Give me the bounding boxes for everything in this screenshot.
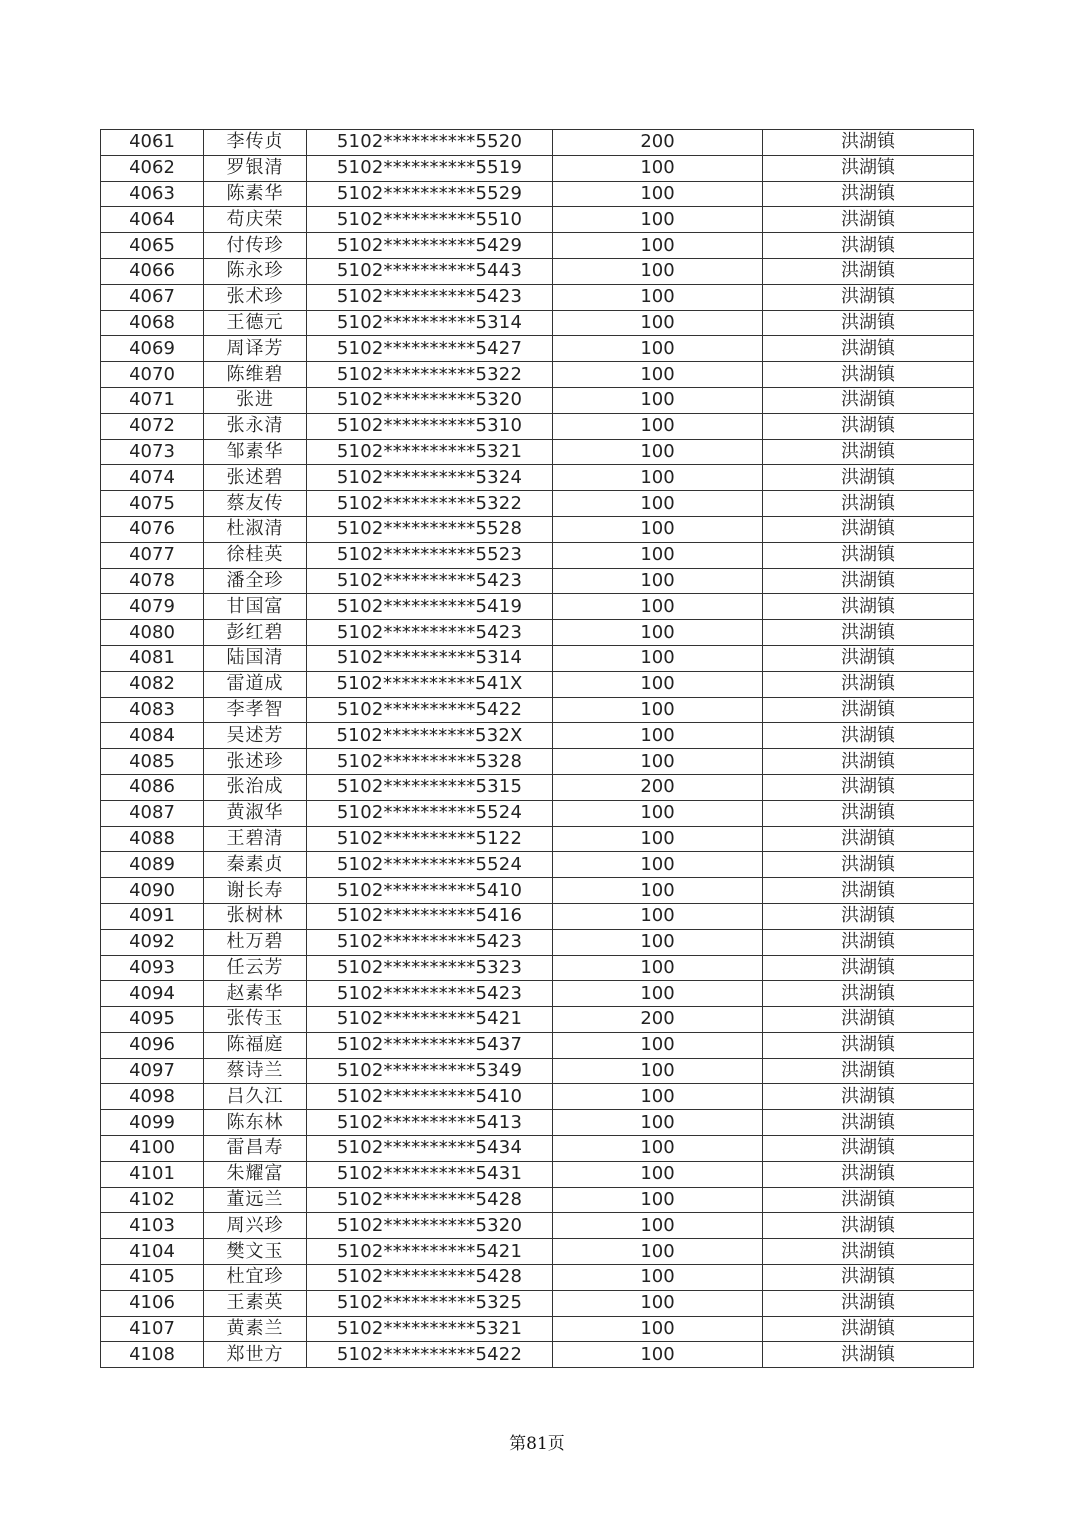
name-cell: 杜淑清	[204, 516, 307, 542]
name-cell: 杜宜珍	[204, 1265, 307, 1291]
amount-cell: 100	[553, 1110, 763, 1136]
amount-cell: 200	[553, 1007, 763, 1033]
town-cell: 洪湖镇	[763, 749, 974, 775]
id-number-cell: 5102**********5428	[307, 1187, 553, 1213]
row-number-cell: 4061	[101, 130, 204, 156]
row-number-cell: 4081	[101, 645, 204, 671]
amount-cell: 100	[553, 1187, 763, 1213]
table-row	[101, 981, 974, 1007]
amount-cell: 100	[553, 800, 763, 826]
amount-cell: 100	[553, 568, 763, 594]
id-number-cell: 5102**********5315	[307, 774, 553, 800]
amount-cell: 100	[553, 697, 763, 723]
name-cell: 陈福庭	[204, 1032, 307, 1058]
amount-cell: 100	[553, 439, 763, 465]
name-cell: 邹素华	[204, 439, 307, 465]
row-number-cell: 4098	[101, 1084, 204, 1110]
row-number-cell: 4075	[101, 491, 204, 517]
row-number-cell: 4091	[101, 903, 204, 929]
town-cell: 洪湖镇	[763, 1161, 974, 1187]
town-cell: 洪湖镇	[763, 1187, 974, 1213]
town-cell: 洪湖镇	[763, 1084, 974, 1110]
town-cell: 洪湖镇	[763, 491, 974, 517]
amount-cell: 100	[553, 310, 763, 336]
row-number-cell: 4077	[101, 542, 204, 568]
amount-cell: 100	[553, 1316, 763, 1342]
name-cell: 朱耀富	[204, 1161, 307, 1187]
row-number-cell: 4084	[101, 723, 204, 749]
row-number-cell: 4097	[101, 1058, 204, 1084]
table-row	[101, 697, 974, 723]
town-cell: 洪湖镇	[763, 826, 974, 852]
table-row	[101, 542, 974, 568]
town-cell: 洪湖镇	[763, 955, 974, 981]
id-number-cell: 5102**********5523	[307, 542, 553, 568]
name-cell: 徐桂英	[204, 542, 307, 568]
row-number-cell: 4063	[101, 181, 204, 207]
table-row	[101, 1007, 974, 1033]
name-cell: 任云芳	[204, 955, 307, 981]
name-cell: 王素英	[204, 1290, 307, 1316]
table-row	[101, 1213, 974, 1239]
amount-cell: 100	[553, 207, 763, 233]
row-number-cell: 4107	[101, 1316, 204, 1342]
amount-cell: 100	[553, 542, 763, 568]
table-row	[101, 620, 974, 646]
name-cell: 黄素兰	[204, 1316, 307, 1342]
row-number-cell: 4096	[101, 1032, 204, 1058]
town-cell: 洪湖镇	[763, 671, 974, 697]
name-cell: 张治成	[204, 774, 307, 800]
table-row	[101, 749, 974, 775]
row-number-cell: 4065	[101, 233, 204, 259]
amount-cell: 100	[553, 336, 763, 362]
row-number-cell: 4090	[101, 878, 204, 904]
table-row	[101, 1136, 974, 1162]
id-number-cell: 5102**********5429	[307, 233, 553, 259]
row-number-cell: 4088	[101, 826, 204, 852]
name-cell: 赵素华	[204, 981, 307, 1007]
table-row	[101, 387, 974, 413]
page-number: 第81页	[509, 1434, 565, 1454]
table-row	[101, 233, 974, 259]
id-number-cell: 5102**********5320	[307, 1213, 553, 1239]
table-row	[101, 1084, 974, 1110]
row-number-cell: 4100	[101, 1136, 204, 1162]
town-cell: 洪湖镇	[763, 981, 974, 1007]
amount-cell: 100	[553, 413, 763, 439]
name-cell: 付传珍	[204, 233, 307, 259]
name-cell: 李孝智	[204, 697, 307, 723]
name-cell: 陈素华	[204, 181, 307, 207]
table-row	[101, 1032, 974, 1058]
name-cell: 张进	[204, 387, 307, 413]
amount-cell: 100	[553, 465, 763, 491]
town-cell: 洪湖镇	[763, 1265, 974, 1291]
amount-cell: 100	[553, 852, 763, 878]
name-cell: 罗银清	[204, 155, 307, 181]
amount-cell: 100	[553, 1161, 763, 1187]
town-cell: 洪湖镇	[763, 542, 974, 568]
table-row	[101, 903, 974, 929]
table-row	[101, 826, 974, 852]
id-number-cell: 5102**********5524	[307, 852, 553, 878]
id-number-cell: 5102**********5323	[307, 955, 553, 981]
id-number-cell: 5102**********5410	[307, 1084, 553, 1110]
id-number-cell: 5102**********5431	[307, 1161, 553, 1187]
table-row	[101, 594, 974, 620]
id-number-cell: 5102**********5314	[307, 645, 553, 671]
name-cell: 王德元	[204, 310, 307, 336]
town-cell: 洪湖镇	[763, 1007, 974, 1033]
name-cell: 潘全珍	[204, 568, 307, 594]
town-cell: 洪湖镇	[763, 774, 974, 800]
town-cell: 洪湖镇	[763, 387, 974, 413]
amount-cell: 100	[553, 723, 763, 749]
town-cell: 洪湖镇	[763, 516, 974, 542]
amount-cell: 100	[553, 1239, 763, 1265]
table-row	[101, 130, 974, 156]
town-cell: 洪湖镇	[763, 207, 974, 233]
id-number-cell: 5102**********5443	[307, 258, 553, 284]
id-number-cell: 5102**********5324	[307, 465, 553, 491]
row-number-cell: 4094	[101, 981, 204, 1007]
id-number-cell: 5102**********5322	[307, 362, 553, 388]
table-row	[101, 258, 974, 284]
table-row	[101, 155, 974, 181]
table-row	[101, 774, 974, 800]
row-number-cell: 4068	[101, 310, 204, 336]
table-row	[101, 362, 974, 388]
amount-cell: 100	[553, 1342, 763, 1368]
row-number-cell: 4078	[101, 568, 204, 594]
town-cell: 洪湖镇	[763, 413, 974, 439]
id-number-cell: 5102**********5423	[307, 981, 553, 1007]
id-number-cell: 5102**********5423	[307, 620, 553, 646]
town-cell: 洪湖镇	[763, 439, 974, 465]
table-row	[101, 1290, 974, 1316]
amount-cell: 100	[553, 620, 763, 646]
name-cell: 苟庆荣	[204, 207, 307, 233]
id-number-cell: 5102**********5325	[307, 1290, 553, 1316]
town-cell: 洪湖镇	[763, 130, 974, 156]
town-cell: 洪湖镇	[763, 1136, 974, 1162]
name-cell: 王碧清	[204, 826, 307, 852]
amount-cell: 100	[553, 1265, 763, 1291]
amount-cell: 100	[553, 929, 763, 955]
town-cell: 洪湖镇	[763, 1316, 974, 1342]
id-number-cell: 5102**********5413	[307, 1110, 553, 1136]
table-row	[101, 800, 974, 826]
name-cell: 黄淑华	[204, 800, 307, 826]
row-number-cell: 4095	[101, 1007, 204, 1033]
town-cell: 洪湖镇	[763, 594, 974, 620]
amount-cell: 100	[553, 955, 763, 981]
name-cell: 秦素贞	[204, 852, 307, 878]
id-number-cell: 5102**********5349	[307, 1058, 553, 1084]
table-row	[101, 336, 974, 362]
amount-cell: 100	[553, 1058, 763, 1084]
name-cell: 张永清	[204, 413, 307, 439]
town-cell: 洪湖镇	[763, 800, 974, 826]
name-cell: 陆国清	[204, 645, 307, 671]
id-number-cell: 5102**********5423	[307, 568, 553, 594]
row-number-cell: 4069	[101, 336, 204, 362]
town-cell: 洪湖镇	[763, 878, 974, 904]
row-number-cell: 4085	[101, 749, 204, 775]
town-cell: 洪湖镇	[763, 568, 974, 594]
id-number-cell: 5102**********5422	[307, 1342, 553, 1368]
name-cell: 张述珍	[204, 749, 307, 775]
name-cell: 雷昌寿	[204, 1136, 307, 1162]
town-cell: 洪湖镇	[763, 929, 974, 955]
name-cell: 樊文玉	[204, 1239, 307, 1265]
roster-table-body	[101, 130, 974, 1368]
id-number-cell: 5102**********5520	[307, 130, 553, 156]
amount-cell: 100	[553, 1213, 763, 1239]
table-row	[101, 878, 974, 904]
name-cell: 郑世方	[204, 1342, 307, 1368]
id-number-cell: 5102**********5416	[307, 903, 553, 929]
row-number-cell: 4087	[101, 800, 204, 826]
table-row	[101, 852, 974, 878]
row-number-cell: 4074	[101, 465, 204, 491]
id-number-cell: 5102**********5422	[307, 697, 553, 723]
id-number-cell: 5102**********5421	[307, 1007, 553, 1033]
table-row	[101, 1342, 974, 1368]
amount-cell: 100	[553, 594, 763, 620]
name-cell: 陈维碧	[204, 362, 307, 388]
amount-cell: 200	[553, 130, 763, 156]
table-row	[101, 645, 974, 671]
roster-table	[100, 129, 974, 1368]
town-cell: 洪湖镇	[763, 1032, 974, 1058]
row-number-cell: 4101	[101, 1161, 204, 1187]
town-cell: 洪湖镇	[763, 1290, 974, 1316]
id-number-cell: 5102**********5321	[307, 1316, 553, 1342]
amount-cell: 100	[553, 362, 763, 388]
row-number-cell: 4064	[101, 207, 204, 233]
amount-cell: 100	[553, 181, 763, 207]
amount-cell: 100	[553, 387, 763, 413]
table-row	[101, 1265, 974, 1291]
row-number-cell: 4066	[101, 258, 204, 284]
table-row	[101, 1110, 974, 1136]
table-row	[101, 181, 974, 207]
row-number-cell: 4082	[101, 671, 204, 697]
row-number-cell: 4070	[101, 362, 204, 388]
town-cell: 洪湖镇	[763, 284, 974, 310]
id-number-cell: 5102**********5427	[307, 336, 553, 362]
name-cell: 董远兰	[204, 1187, 307, 1213]
name-cell: 彭红碧	[204, 620, 307, 646]
name-cell: 甘国富	[204, 594, 307, 620]
amount-cell: 100	[553, 1032, 763, 1058]
amount-cell: 100	[553, 516, 763, 542]
id-number-cell: 5102**********541X	[307, 671, 553, 697]
id-number-cell: 5102**********5322	[307, 491, 553, 517]
row-number-cell: 4072	[101, 413, 204, 439]
row-number-cell: 4086	[101, 774, 204, 800]
row-number-cell: 4062	[101, 155, 204, 181]
table-row	[101, 1161, 974, 1187]
row-number-cell: 4108	[101, 1342, 204, 1368]
name-cell: 吕久江	[204, 1084, 307, 1110]
row-number-cell: 4093	[101, 955, 204, 981]
table-row	[101, 723, 974, 749]
amount-cell: 200	[553, 774, 763, 800]
table-row	[101, 929, 974, 955]
id-number-cell: 5102**********5519	[307, 155, 553, 181]
amount-cell: 100	[553, 155, 763, 181]
amount-cell: 100	[553, 903, 763, 929]
id-number-cell: 5102**********5423	[307, 284, 553, 310]
row-number-cell: 4103	[101, 1213, 204, 1239]
id-number-cell: 5102**********5434	[307, 1136, 553, 1162]
town-cell: 洪湖镇	[763, 362, 974, 388]
town-cell: 洪湖镇	[763, 723, 974, 749]
name-cell: 雷道成	[204, 671, 307, 697]
name-cell: 李传贞	[204, 130, 307, 156]
name-cell: 张树林	[204, 903, 307, 929]
id-number-cell: 5102**********5529	[307, 181, 553, 207]
amount-cell: 100	[553, 749, 763, 775]
amount-cell: 100	[553, 491, 763, 517]
name-cell: 蔡诗兰	[204, 1058, 307, 1084]
table-row	[101, 207, 974, 233]
town-cell: 洪湖镇	[763, 1342, 974, 1368]
row-number-cell: 4076	[101, 516, 204, 542]
row-number-cell: 4083	[101, 697, 204, 723]
town-cell: 洪湖镇	[763, 465, 974, 491]
table-row	[101, 439, 974, 465]
name-cell: 吴述芳	[204, 723, 307, 749]
row-number-cell: 4104	[101, 1239, 204, 1265]
table-row	[101, 413, 974, 439]
row-number-cell: 4089	[101, 852, 204, 878]
row-number-cell: 4073	[101, 439, 204, 465]
name-cell: 周译芳	[204, 336, 307, 362]
row-number-cell: 4071	[101, 387, 204, 413]
id-number-cell: 5102**********5410	[307, 878, 553, 904]
amount-cell: 100	[553, 878, 763, 904]
amount-cell: 100	[553, 284, 763, 310]
id-number-cell: 5102**********5423	[307, 929, 553, 955]
name-cell: 谢长寿	[204, 878, 307, 904]
id-number-cell: 5102**********5321	[307, 439, 553, 465]
table-row	[101, 568, 974, 594]
town-cell: 洪湖镇	[763, 697, 974, 723]
town-cell: 洪湖镇	[763, 258, 974, 284]
table-row	[101, 516, 974, 542]
id-number-cell: 5102**********5419	[307, 594, 553, 620]
row-number-cell: 4092	[101, 929, 204, 955]
table-row	[101, 1187, 974, 1213]
amount-cell: 100	[553, 981, 763, 1007]
row-number-cell: 4079	[101, 594, 204, 620]
row-number-cell: 4080	[101, 620, 204, 646]
amount-cell: 100	[553, 233, 763, 259]
name-cell: 张传玉	[204, 1007, 307, 1033]
town-cell: 洪湖镇	[763, 155, 974, 181]
row-number-cell: 4102	[101, 1187, 204, 1213]
row-number-cell: 4105	[101, 1265, 204, 1291]
amount-cell: 100	[553, 645, 763, 671]
id-number-cell: 5102**********5421	[307, 1239, 553, 1265]
table-row	[101, 1058, 974, 1084]
name-cell: 陈东林	[204, 1110, 307, 1136]
row-number-cell: 4099	[101, 1110, 204, 1136]
town-cell: 洪湖镇	[763, 233, 974, 259]
id-number-cell: 5102**********5320	[307, 387, 553, 413]
id-number-cell: 5102**********5510	[307, 207, 553, 233]
name-cell: 蔡友传	[204, 491, 307, 517]
town-cell: 洪湖镇	[763, 903, 974, 929]
name-cell: 张术珍	[204, 284, 307, 310]
name-cell: 杜万碧	[204, 929, 307, 955]
town-cell: 洪湖镇	[763, 620, 974, 646]
amount-cell: 100	[553, 1290, 763, 1316]
id-number-cell: 5102**********5314	[307, 310, 553, 336]
town-cell: 洪湖镇	[763, 1058, 974, 1084]
table-row	[101, 955, 974, 981]
id-number-cell: 5102**********5122	[307, 826, 553, 852]
table-row	[101, 284, 974, 310]
row-number-cell: 4106	[101, 1290, 204, 1316]
town-cell: 洪湖镇	[763, 181, 974, 207]
town-cell: 洪湖镇	[763, 310, 974, 336]
amount-cell: 100	[553, 1136, 763, 1162]
name-cell: 周兴珍	[204, 1213, 307, 1239]
amount-cell: 100	[553, 258, 763, 284]
town-cell: 洪湖镇	[763, 1213, 974, 1239]
table-row	[101, 1239, 974, 1265]
table-row	[101, 1316, 974, 1342]
id-number-cell: 5102**********5328	[307, 749, 553, 775]
id-number-cell: 5102**********532X	[307, 723, 553, 749]
name-cell: 陈永珍	[204, 258, 307, 284]
table-row	[101, 671, 974, 697]
id-number-cell: 5102**********5524	[307, 800, 553, 826]
id-number-cell: 5102**********5428	[307, 1265, 553, 1291]
table-row	[101, 310, 974, 336]
town-cell: 洪湖镇	[763, 336, 974, 362]
id-number-cell: 5102**********5528	[307, 516, 553, 542]
town-cell: 洪湖镇	[763, 1239, 974, 1265]
town-cell: 洪湖镇	[763, 645, 974, 671]
id-number-cell: 5102**********5310	[307, 413, 553, 439]
row-number-cell: 4067	[101, 284, 204, 310]
amount-cell: 100	[553, 826, 763, 852]
amount-cell: 100	[553, 1084, 763, 1110]
town-cell: 洪湖镇	[763, 852, 974, 878]
amount-cell: 100	[553, 671, 763, 697]
table-row	[101, 491, 974, 517]
table-row	[101, 465, 974, 491]
id-number-cell: 5102**********5437	[307, 1032, 553, 1058]
name-cell: 张述碧	[204, 465, 307, 491]
town-cell: 洪湖镇	[763, 1110, 974, 1136]
